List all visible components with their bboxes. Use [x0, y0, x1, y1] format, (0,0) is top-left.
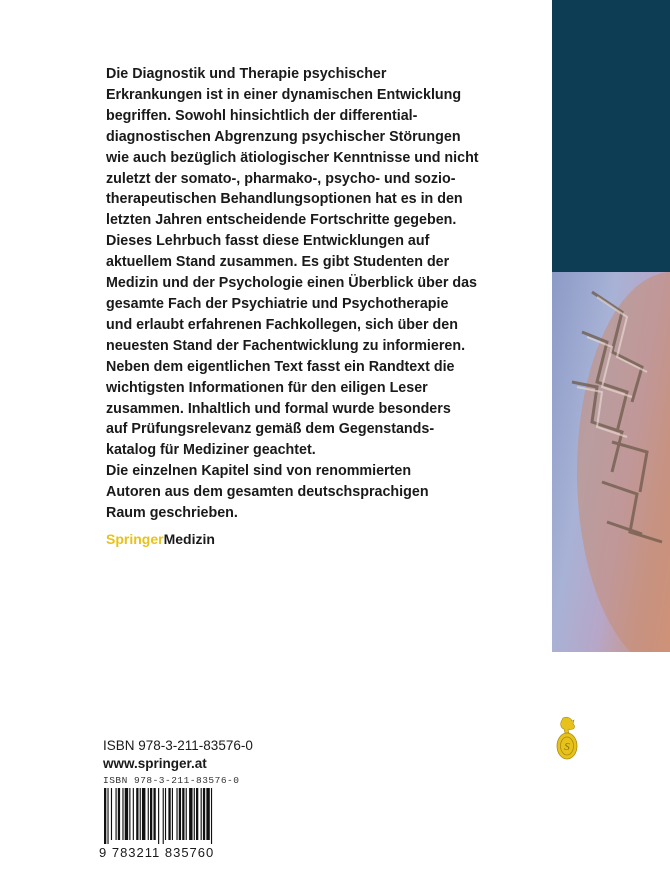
barcode-bar: [196, 788, 198, 840]
barcode-bar: [153, 788, 155, 840]
publisher-medizin: Medizin: [163, 531, 215, 547]
back-cover-description: [106, 64, 546, 524]
blurb-line: therapeutischen Behandlungsoptionen hat es in den: [106, 191, 463, 208]
barcode-bar: [111, 788, 112, 840]
cover-color-band: [552, 0, 670, 272]
barcode-bar: [148, 788, 149, 840]
barcode-bar: [176, 788, 177, 840]
blurb-line: wie auch bezüglich ätiologischer Kenntnisse und nicht: [106, 149, 479, 166]
publisher-logo: [106, 531, 215, 547]
barcode-bar: [194, 788, 195, 840]
barcode-bar: [189, 788, 192, 840]
barcode-bar: [158, 788, 159, 844]
barcode-bar: [142, 788, 145, 840]
blurb-line: Die einzelnen Kapitel sind von renommierten: [106, 463, 412, 480]
barcode-bar: [104, 788, 106, 844]
blurb-line: Erkrankungen ist in einer dynamischen Entwicklung: [106, 86, 462, 103]
blurb-line: aktuellem Stand zusammen. Es gibt Studenten der: [106, 254, 450, 271]
barcode-bar: [150, 788, 152, 840]
barcode-bar: [133, 788, 134, 840]
blurb-line: Die Diagnostik und Therapie psychischer: [106, 66, 387, 82]
barcode-bar: [165, 788, 166, 840]
barcode-bar: [168, 788, 170, 840]
blurb-line: zuletzt der somato-, pharmako-, psycho- und sozio-: [106, 170, 456, 187]
barcode-bar: [136, 788, 138, 840]
blurb-line: katalog für Mediziner geachtet.: [106, 442, 316, 459]
barcode-bar: [211, 788, 212, 844]
blurb-line: gesamte Fach der Psychiatrie und Psychotherapie: [106, 295, 449, 312]
barcode-bar: [122, 788, 123, 840]
blurb-line: begriffen. Sowohl hinsichtlich der differential-: [106, 107, 418, 124]
blurb-line: neuesten Stand der Fachentwicklung zu informieren.: [106, 337, 466, 354]
blurb-line: zusammen. Inhaltlich und formal wurde besonders: [106, 400, 451, 417]
barcode-bar: [203, 788, 205, 840]
barcode-bar: [129, 788, 130, 840]
blurb-line: Neben dem eigentlichen Text fasst ein Randtext die: [106, 358, 455, 375]
blurb-line: auf Prüfungsrelevanz gemäß dem Gegenstands-: [106, 421, 435, 438]
springer-knight-icon: [554, 716, 580, 762]
barcode-bar: [172, 788, 173, 840]
cover-head-image: [552, 272, 670, 652]
blurb-line: letzten Jahren entscheidende Fortschritte gegeben.: [106, 212, 457, 229]
blurb-line: Dieses Lehrbuch fasst diese Entwicklungen auf: [106, 233, 430, 250]
barcode-digits: 9 783211 835760: [99, 845, 215, 860]
barcode-bar: [140, 788, 141, 840]
barcode-bar: [206, 788, 209, 840]
barcode-isbn: ISBN 978-3-211-83576-0: [103, 775, 240, 786]
barcode-bar: [186, 788, 187, 840]
barcode-bar: [163, 788, 164, 844]
publisher-url[interactable]: www.springer.at: [103, 756, 207, 771]
barcode-bar: [179, 788, 181, 840]
isbn-text: ISBN 978-3-211-83576-0: [103, 738, 253, 753]
svg-text:S: S: [564, 741, 570, 753]
barcode-bar: [118, 788, 120, 840]
publisher-springer: Springer: [106, 531, 164, 547]
barcode-bar: [125, 788, 128, 840]
barcode-bar: [116, 788, 117, 840]
barcode-bar: [201, 788, 202, 840]
blurb-line: wichtigsten Informationen für den eiligen Leser: [106, 379, 428, 396]
blurb-line: und erlaubt erfahrenen Fachkollegen, sich über den: [106, 316, 458, 333]
blurb-line: diagnostischen Abgrenzung psychischer Störungen: [106, 128, 461, 145]
blurb-line: Raum geschrieben.: [106, 505, 238, 522]
blurb-line: Medizin und der Psychologie einen Überblick über das: [106, 275, 478, 292]
barcode-bar: [107, 788, 108, 844]
barcode: [103, 788, 253, 844]
barcode-bar: [182, 788, 184, 840]
blurb-line: Autoren aus dem gesamten deutschsprachigen: [106, 484, 429, 501]
head-maze-illustration: [552, 272, 670, 652]
